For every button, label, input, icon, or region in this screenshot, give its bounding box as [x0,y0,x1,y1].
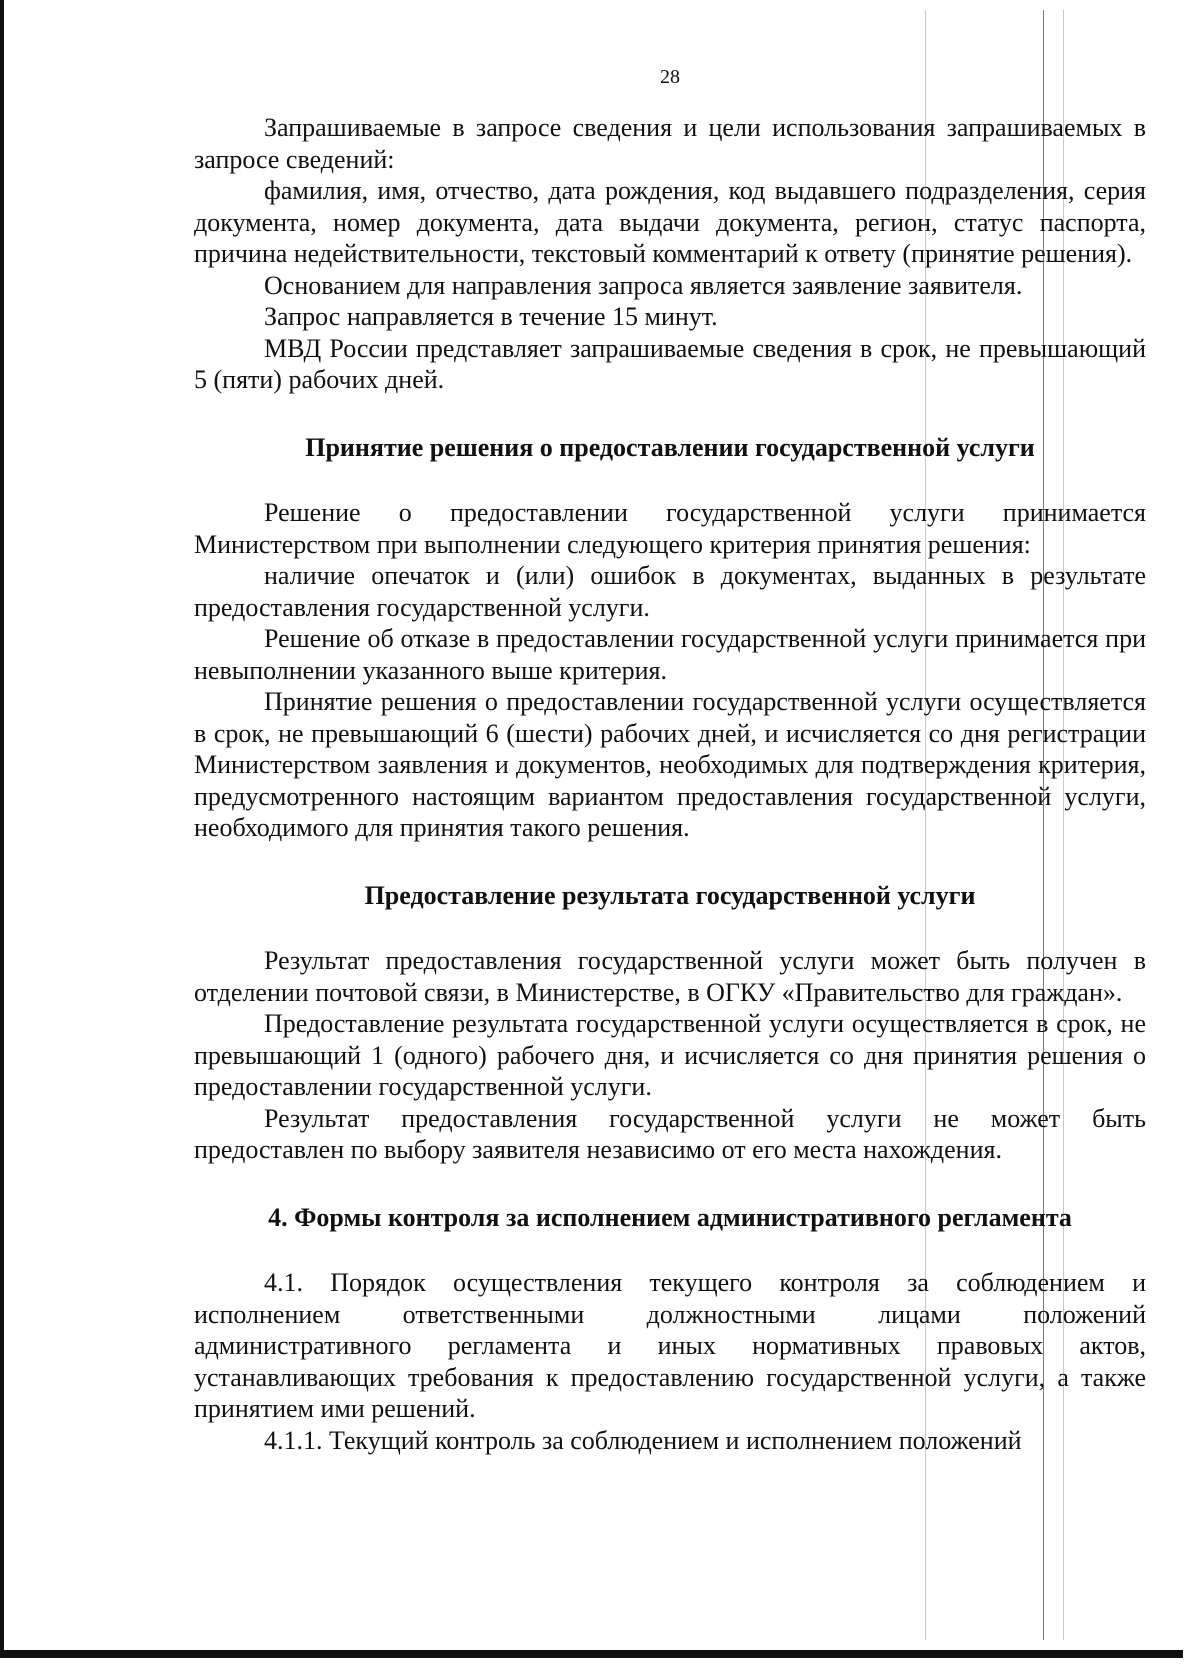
paragraph: 4.1.1. Текущий контроль за соблюдением и исполнением положений [264,1425,1022,1455]
paragraph: Предоставление результата государственной услуги осуществляется в срок, не превышающий 1 (одного) рабочего дня, и исчисляется со дня принятия решения о предоставлении государственной услуги. [194,1009,1146,1101]
scan-border-left [0,0,4,1656]
paragraph: Решение об отказе в предоставлении государственной услуги принимается при невыполнении указанного выше критерия. [194,624,1146,685]
paragraph: Результат предоставления государственной услуги может быть получен в отделении почтовой связи, в Министерстве, в ОГКУ «Правительство для граждан». [194,946,1146,1007]
section-heading: Принятие решения о предоставлении государственной услуги [305,432,1035,462]
page-number: 28 [660,66,680,88]
paragraph: Запрашиваемые в запросе сведения и цели использования запрашиваемых в запросе сведений: [194,113,1146,174]
paragraph: Основанием для направления запроса является заявление заявителя. [264,270,1023,300]
paragraph: МВД России представляет запрашиваемые сведения в срок, не превышающий 5 (пяти) рабочих дней. [194,333,1146,394]
paragraph: фамилия, имя, отчество, дата рождения, код выдавшего подразделения, серия документа, номер документа, дата выдачи документа, регион, статус паспорта, причина недействительности, текстовый комментарий к ответу (принятие решения). [194,176,1146,268]
paragraph: Решение о предоставлении государственной услуги принимается Министерством при выполнении следующего критерия принятия решения: [194,498,1146,559]
paragraph: наличие опечаток и (или) ошибок в документах, выданных в результате предоставления государственной услуги. [194,561,1146,622]
paragraph: Принятие решения о предоставлении государственной услуги осуществляется в срок, не превышающий 6 (шести) рабочих дней, и исчисляется со дня регистрации Министерством заявления и документов, необходимых для подтверждения критерия, предусмотренного настоящим вариантом предоставления государственной услуги, необходимого для принятия такого решения. [194,687,1146,842]
paragraph: Результат предоставления государственной услуги не может быть предоставлен по выбору заявителя независимо от его места нахождения. [194,1103,1146,1164]
section-heading: Предоставление результата государственной услуги [364,880,976,910]
paragraph: Запрос направляется в течение 15 минут. [264,302,718,331]
section-heading: 4. Формы контроля за исполнением административного регламента [268,1202,1072,1232]
scan-border-bottom [0,1650,1183,1658]
paragraph: 4.1. Порядок осуществления текущего контроля за соблюдением и исполнением ответственными должностными лицами положений административного регламента и иных нормативных правовых актов, устанавливающих требования к предоставлению государственной услуги, а также принятием ими решений. [194,1268,1146,1423]
document-body [194,112,1146,1456]
